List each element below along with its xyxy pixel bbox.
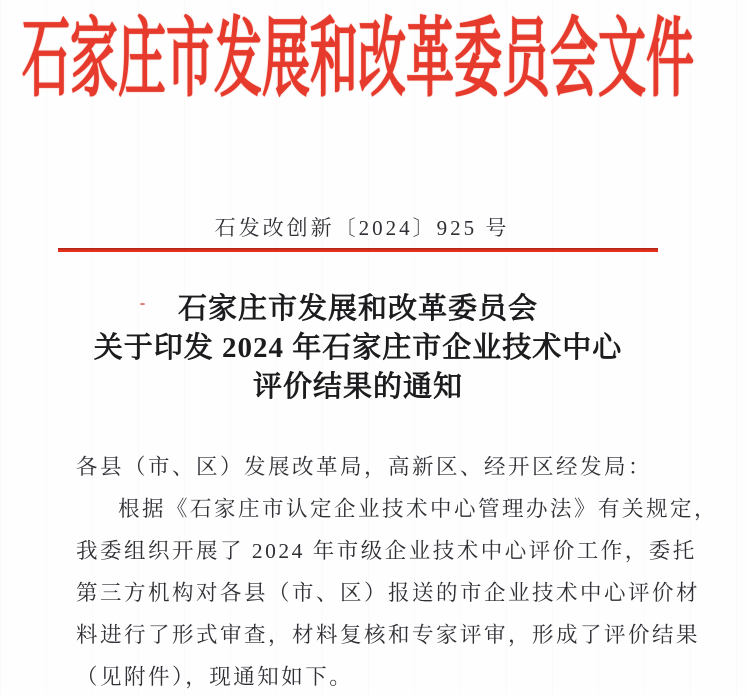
salutation-line: 各县（市、区）发展改革局，高新区、经开区经发局：: [76, 455, 653, 479]
body-paragraph-line: 我委组织开展了 2024 年市级企业技术中心评价工作，委托: [76, 539, 697, 563]
notice-title-line-1: 石家庄市发展和改革委员会: [177, 293, 538, 325]
notice-title: [2, 290, 714, 407]
red-divider-line: [58, 248, 658, 252]
body-paragraph-line: 料进行了形式审查，材料复核和专家评审，形成了评价结果: [76, 623, 701, 647]
document-number: 石发改创新〔2024〕925 号: [214, 216, 510, 240]
notice-title-line-2: 关于印发 2024 年石家庄市企业技术中心: [93, 332, 623, 364]
body-paragraph-line: 根据《石家庄市认定企业技术中心管理办法》有关规定，: [118, 497, 719, 521]
body-paragraph-line: （见附件），现通知如下。: [76, 665, 354, 689]
letterhead-title: 石家庄市发展和改革委员会文件: [21, 12, 694, 109]
body-paragraph-line: 第三方机构对各县（市、区）报送的市企业技术中心评价材: [76, 581, 701, 605]
notice-title-line-3: 评价结果的通知: [252, 371, 463, 403]
document-body: [76, 446, 719, 695]
